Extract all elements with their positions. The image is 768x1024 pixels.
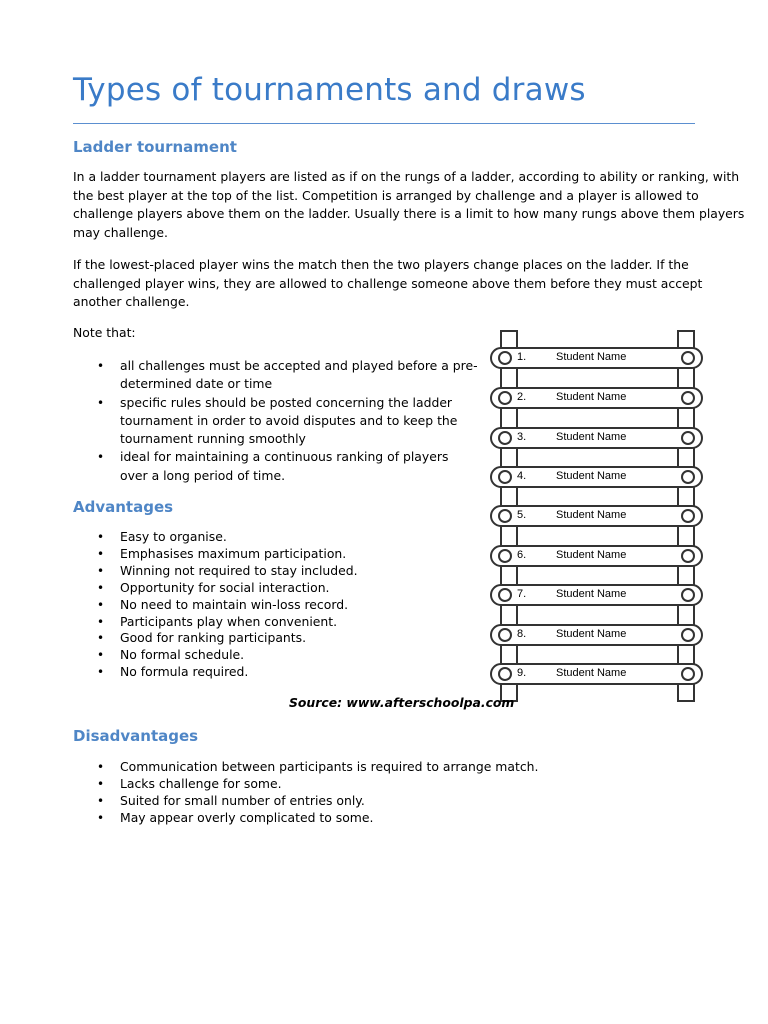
list-item-text: May appear overly complicated to some. [120, 809, 374, 825]
list-item [73, 630, 358, 647]
text-line: may challenge. [73, 225, 168, 241]
list-item [73, 448, 478, 485]
rung-number: 1. [517, 351, 527, 363]
rung-hole-icon [681, 509, 695, 523]
text-line: In a ladder tournament players are listed as if on the rungs of a ladder, according to ability or ranking, with [73, 169, 740, 184]
list-item [73, 529, 358, 546]
list-item-text: No formal schedule. [120, 647, 245, 663]
list-item [73, 580, 358, 597]
rung-student-name: Student Name [556, 509, 627, 521]
bullet-icon: • [97, 597, 105, 612]
list-item [73, 563, 358, 580]
note-label: Note that: [73, 325, 136, 340]
text-line: challenged player wins, they are allowed to challenge someone above them before they must accept [73, 275, 703, 291]
rung-number: 5. [517, 509, 527, 521]
text-line: determined date or time [120, 376, 273, 392]
text-line: challenge players above them on the ladder. Usually there is a limit to how many rungs above them players [73, 206, 745, 222]
rung-student-name: Student Name [556, 628, 627, 640]
rung-student-name: Student Name [556, 391, 627, 403]
list-item [73, 647, 358, 664]
bullet-icon: • [97, 450, 105, 465]
rung-student-name: Student Name [556, 470, 627, 482]
ladder-tournament-heading: Ladder tournament [73, 138, 237, 156]
rung-hole-icon [681, 667, 695, 681]
advantages-list [73, 529, 358, 681]
bullet-icon: • [97, 648, 105, 663]
list-item [73, 776, 538, 793]
rung-hole-icon [498, 431, 512, 445]
text-line: tournament in order to avoid disputes and to keep the [120, 412, 458, 428]
list-item [73, 546, 358, 563]
page-title: Types of tournaments and draws [73, 72, 586, 108]
rung-number: 9. [517, 667, 527, 679]
ladder-rung [490, 584, 703, 606]
rung-hole-icon [498, 509, 512, 523]
ladder-rung [490, 427, 703, 449]
text-line: the best player at the top of the list. Competition is arranged by challenge and a player is allowed to [73, 187, 699, 203]
list-item-text: Lacks challenge for some. [120, 775, 282, 791]
rung-student-name: Student Name [556, 588, 627, 600]
rung-hole-icon [498, 549, 512, 563]
rung-hole-icon [681, 628, 695, 642]
text-line: another challenge. [73, 294, 190, 310]
ladder-rung [490, 505, 703, 527]
rung-number: 3. [517, 431, 527, 443]
rung-hole-icon [681, 391, 695, 405]
note-list [73, 357, 478, 485]
bullet-icon: • [97, 563, 105, 578]
bullet-icon: • [97, 793, 105, 808]
bullet-icon: • [97, 776, 105, 791]
rung-student-name: Student Name [556, 431, 627, 443]
advantages-heading: Advantages [73, 498, 174, 516]
bullet-icon: • [97, 631, 105, 646]
rung-number: 7. [517, 588, 527, 600]
ladder-rung [490, 663, 703, 685]
bullet-icon: • [97, 580, 105, 595]
ladder-illustration [490, 330, 703, 702]
bullet-icon: • [97, 760, 105, 774]
list-item-text: Suited for small number of entries only. [120, 792, 365, 808]
list-item-text: Emphasises maximum participation. [120, 545, 347, 561]
rung-student-name: Student Name [556, 549, 627, 561]
rung-hole-icon [498, 391, 512, 405]
bullet-icon: • [97, 546, 105, 561]
bullet-icon: • [97, 614, 105, 629]
rung-hole-icon [498, 351, 512, 365]
list-item-text: Communication between participants is required to arrange match. [120, 759, 539, 774]
ladder-rung [490, 545, 703, 567]
rung-hole-icon [681, 351, 695, 365]
ladder-rung [490, 387, 703, 409]
list-item [73, 597, 358, 614]
rung-hole-icon [498, 667, 512, 681]
rung-hole-icon [681, 549, 695, 563]
ladder-rung [490, 466, 703, 488]
list-item [73, 759, 538, 776]
text-line: ideal for maintaining a continuous ranking of players [120, 449, 449, 465]
list-item-text: Participants play when convenient. [120, 613, 338, 629]
text-line: specific rules should be posted concerning the ladder [120, 394, 453, 410]
ladder-rules-paragraph [73, 256, 702, 312]
list-item-text: Opportunity for social interaction. [120, 579, 330, 595]
rung-hole-icon [498, 628, 512, 642]
list-item [73, 357, 478, 394]
rung-number: 8. [517, 628, 527, 640]
rung-hole-icon [498, 588, 512, 602]
rung-hole-icon [681, 588, 695, 602]
list-item-text: Winning not required to stay included. [120, 562, 358, 578]
bullet-icon: • [97, 530, 105, 544]
ladder-rung [490, 624, 703, 646]
text-line: all challenges must be accepted and played before a pre- [120, 358, 478, 373]
ladder-rung [490, 347, 703, 369]
ladder-intro-paragraph [73, 168, 744, 243]
bullet-icon: • [97, 665, 105, 680]
disadvantages-heading: Disadvantages [73, 727, 199, 745]
list-item [73, 810, 538, 827]
title-divider [73, 123, 695, 124]
image-source-caption: Source: www.afterschoolpa.com [289, 695, 515, 710]
list-item-text: Good for ranking participants. [120, 630, 307, 646]
text-line: over a long period of time. [120, 467, 286, 483]
rung-number: 4. [517, 470, 527, 482]
bullet-icon: • [97, 395, 105, 410]
rung-number: 2. [517, 391, 527, 403]
list-item-text: Easy to organise. [120, 529, 227, 544]
disadvantages-list [73, 759, 538, 827]
list-item [73, 394, 478, 449]
rung-number: 6. [517, 549, 527, 561]
rung-hole-icon [498, 470, 512, 484]
list-item-text: No formula required. [120, 664, 249, 680]
rung-student-name: Student Name [556, 351, 627, 363]
rung-hole-icon [681, 431, 695, 445]
list-item [73, 664, 358, 681]
rung-student-name: Student Name [556, 667, 627, 679]
bullet-icon: • [97, 359, 105, 373]
list-item [73, 793, 538, 810]
bullet-icon: • [97, 810, 105, 825]
text-line: If the lowest-placed player wins the match then the two players change places on the ladder. If the [73, 257, 689, 272]
text-line: tournament running smoothly [120, 431, 306, 447]
list-item [73, 614, 358, 631]
rung-hole-icon [681, 470, 695, 484]
list-item-text: No need to maintain win-loss record. [120, 596, 349, 612]
